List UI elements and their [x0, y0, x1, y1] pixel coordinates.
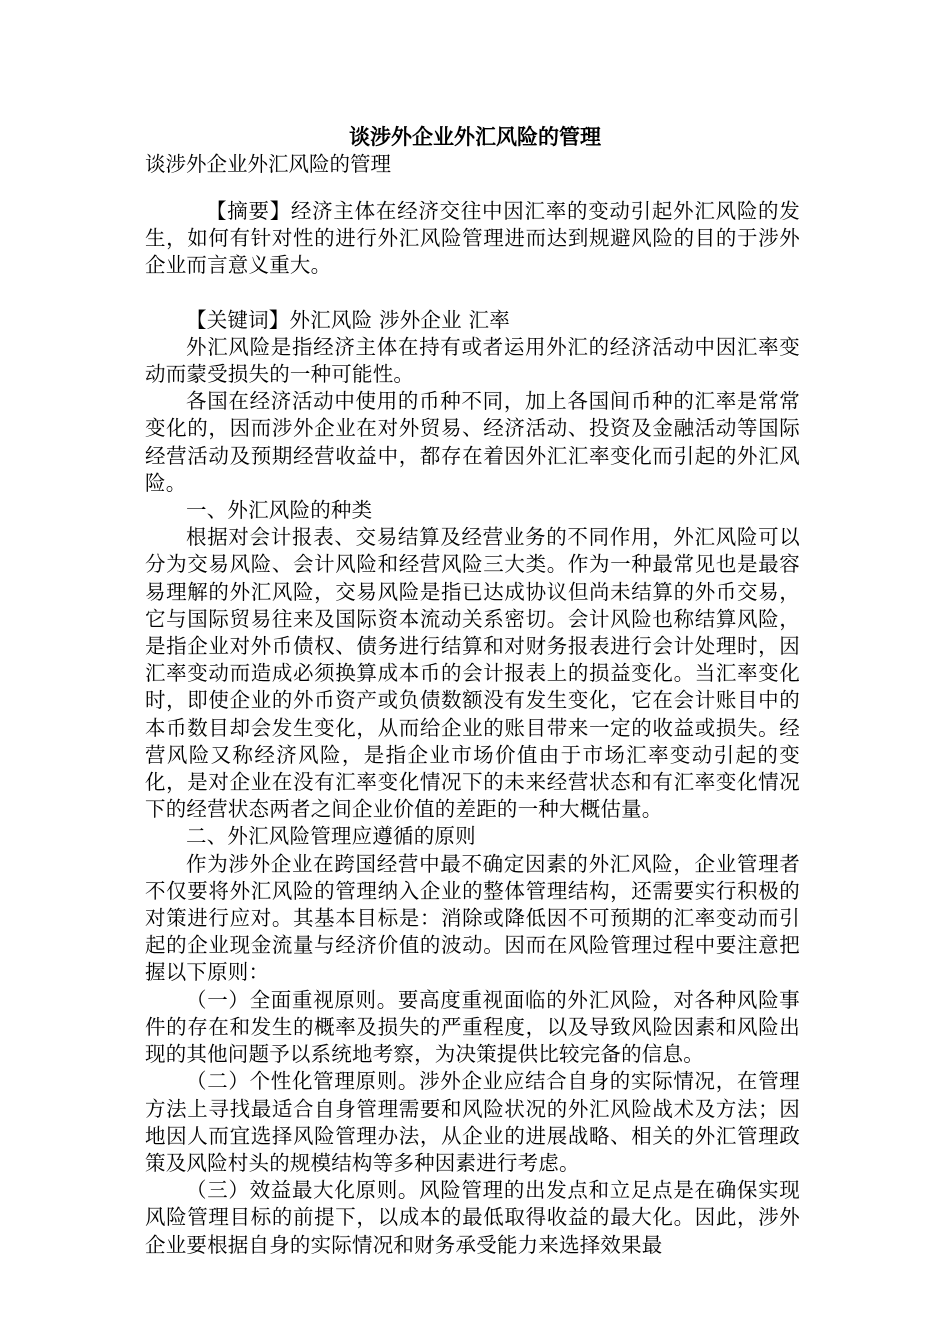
- principle-paragraph: （三）效益最大化原则。风险管理的出发点和立足点是在确保实现风险管理目标的前提下，以成本的最低取得收益的最大化。因此，涉外企业要根据自身的实际情况和财务承受能力来选择效果最: [145, 1178, 800, 1257]
- blank-line: [145, 280, 800, 307]
- section-heading: 二、外汇风险管理应遵循的原则: [186, 824, 476, 849]
- document-body: [145, 198, 800, 1259]
- keywords-paragraph: 【关键词】外汇风险 涉外企业 汇率: [186, 307, 510, 332]
- body-paragraph: 外汇风险是指经济主体在持有或者运用外汇的经济活动中因汇率变动而蒙受损失的一种可能性。: [145, 334, 800, 387]
- principle-paragraph: （一）全面重视原则。要高度重视面临的外汇风险，对各种风险事件的存在和发生的概率及损失的严重程度，以及导致风险因素和风险出现的其他问题予以系统地考察，为决策提供比较完备的信息。: [145, 987, 800, 1067]
- principle-paragraph: （二）个性化管理原则。涉外企业应结合自身的实际情况，在管理方法上寻找最适合自身管理需要和风险状况的外汇风险战术及方法；因地因人而宜选择风险管理办法，从企业的进展战略、相关的外汇管理政策及风险村头的规模结构等多种因素进行考虑。: [145, 1069, 800, 1175]
- body-paragraph: 各国在经济活动中使用的币种不同，加上各国间币种的汇率是常常变化的，因而涉外企业在对外贸易、经济活动、投资及金融活动等国际经营活动及预期经营收益中，都存在着因外汇汇率变化而引起的外汇风险。: [145, 389, 800, 495]
- document-subtitle: 谈涉外企业外汇风险的管理: [145, 152, 391, 176]
- body-paragraph: 根据对会计报表、交易结算及经营业务的不同作用，外汇风险可以分为交易风险、会计风险和经营风险三大类。作为一种最常见也是最容易理解的外汇风险，交易风险是指已达成协议但尚未结算的外币交易，它与国际贸易往来及国际资本流动关系密切。会计风险也称结算风险，是指企业对外币债权、债务进行结算和对财务报表进行会计处理时，因汇率变动而造成必须换算成本币的会计报表上的损益变化。当汇率变化时，即使企业的外币资产或负债数额没有发生变化，它在会计账目中的本币数目却会发生变化，从而给企业的账目带来一定的收益或损失。经营风险又称经济风险，是指企业市场价值由于市场汇率变动引起的变化，是对企业在没有汇率变化情况下的未来经营状态和有汇率变化情况下的经营状态两者之间企业价值的差距的一种大概估量。: [145, 525, 800, 822]
- abstract-paragraph: 【摘要】经济主体在经济交往中因汇率的变动引起外汇风险的发生，如何有针对性的进行外汇风险管理进而达到规避风险的目的于涉外企业而言意义重大。: [145, 199, 800, 278]
- document-title: 谈涉外企业外汇风险的管理: [349, 124, 601, 149]
- body-paragraph: 作为涉外企业在跨国经营中最不确定因素的外汇风险，企业管理者不仅要将外汇风险的管理纳入企业的整体管理结构，还需要实行积极的对策进行应对。其基本目标是：消除或降低因不可预期的汇率变动而引起的企业现金流量与经济价值的波动。因而在风险管理过程中要注意把握以下原则：: [145, 851, 800, 985]
- section-heading: 一、外汇风险的种类: [186, 498, 373, 523]
